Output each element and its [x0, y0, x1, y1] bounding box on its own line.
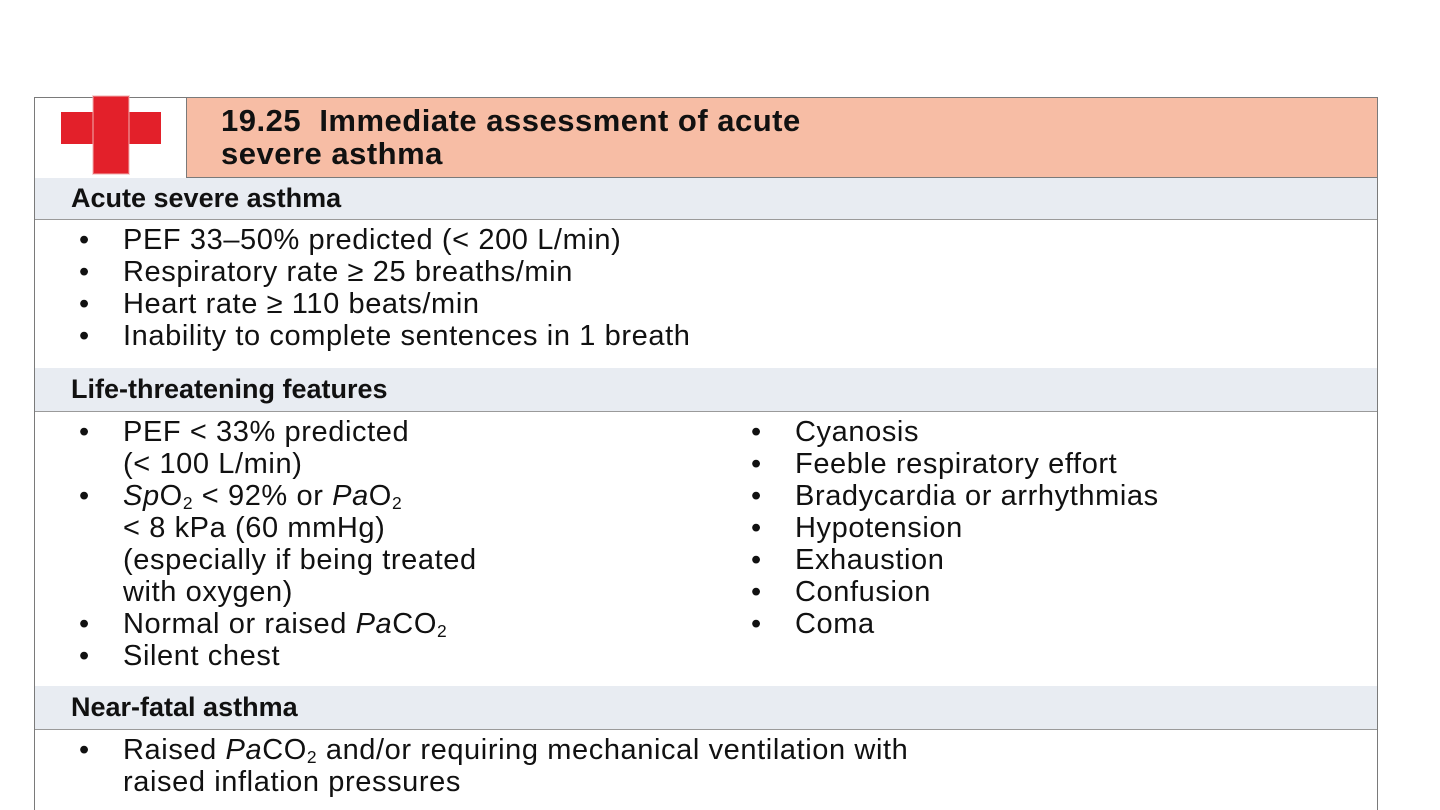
acute-list	[71, 224, 1351, 352]
list-item: • Confusion	[751, 576, 931, 608]
list-item: • Cyanosis	[751, 416, 920, 448]
list-item: • PEF < 33% predicted (< 100 L/min)	[79, 416, 410, 480]
list-item: • Coma	[751, 608, 875, 640]
list-item: • Inability to complete sentences in 1 breath	[79, 320, 691, 352]
list-item: • Exhaustion	[751, 544, 945, 576]
section-heading-near: Near-fatal asthma	[35, 686, 1377, 730]
section-heading-life: Life-threatening features	[35, 368, 1377, 412]
info-box	[34, 97, 1378, 810]
life-list-left	[71, 416, 711, 672]
list-item: • Hypotension	[751, 512, 963, 544]
list-item: • Respiratory rate ≥ 25 breaths/min	[79, 256, 573, 288]
box-number: 19.25	[221, 103, 302, 138]
box-title-line1: Immediate assessment of acute	[319, 103, 801, 138]
near-list	[71, 734, 1351, 798]
box-title	[221, 104, 801, 170]
list-item: • Raised PaCO$_2$ and/or requiring mechanical ventilation with raised inflation pressures	[79, 734, 909, 798]
list-item: • Silent chest	[79, 640, 281, 672]
list-item: • Normal or raised PaCO$_2$	[79, 608, 448, 641]
red-cross-icon	[55, 90, 175, 176]
section-heading-acute: Acute severe asthma	[35, 178, 1377, 220]
box-title-line2: severe asthma	[221, 136, 443, 171]
list-item: • Bradycardia or arrhythmias	[751, 480, 1159, 512]
life-list-right	[743, 416, 1363, 640]
icon-box	[35, 98, 187, 178]
list-item: • PEF 33–50% predicted (< 200 L/min)	[79, 224, 622, 256]
list-item: • Heart rate ≥ 110 beats/min	[79, 288, 480, 320]
list-item: • Feeble respiratory effort	[751, 448, 1118, 480]
title-bar	[35, 98, 1377, 178]
list-item: • SpO$_2$ < 92% or PaO$_2$ < 8 kPa (60 mmHg) (especially if being treated with oxygen)	[79, 480, 477, 608]
